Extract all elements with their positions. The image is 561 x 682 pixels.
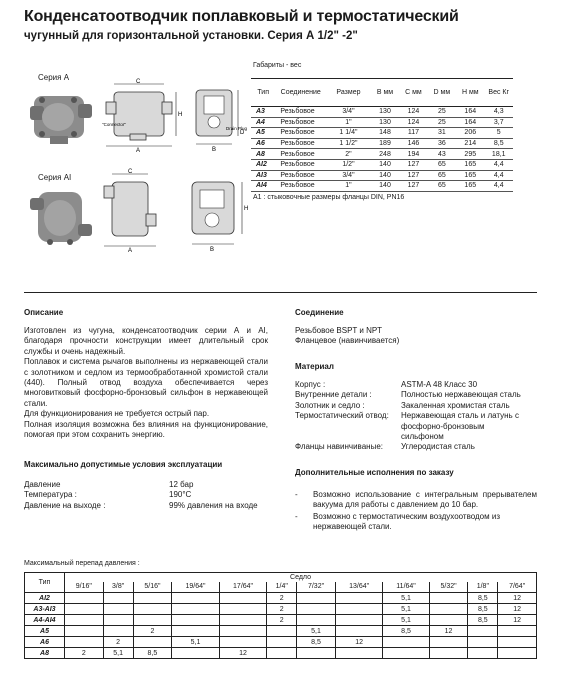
dims-cell: 3/4" xyxy=(326,107,371,118)
pressure-value-cell: 8,5 xyxy=(468,604,498,615)
dims-cell: 165 xyxy=(456,159,484,170)
pressure-value-cell xyxy=(219,626,267,637)
dim-letter-a-ai: A xyxy=(128,248,133,252)
material-key: Золотник и седло : xyxy=(295,400,365,410)
connection-line2: Фланцевое (навинчивается) xyxy=(295,336,400,346)
dims-cell: 5 xyxy=(484,128,513,139)
pressure-value-cell xyxy=(172,648,220,659)
dims-cell: 3,7 xyxy=(484,117,513,128)
series-ai-label: Серия АI xyxy=(38,173,72,182)
dims-cell: 65 xyxy=(428,170,456,181)
series-ai-side-drawing xyxy=(178,168,252,252)
dims-cell: 127 xyxy=(399,181,427,192)
dim-letter-c-ai: C xyxy=(128,169,133,175)
dims-header: Тип xyxy=(251,79,275,107)
operating-key: Давление на выходе : xyxy=(24,500,106,510)
seat-size-header: 1/8" xyxy=(468,582,498,593)
description-p3: Для функционирования не требуется острый пар. xyxy=(24,409,210,419)
seat-size-header: 7/64" xyxy=(498,582,537,593)
dims-header: B мм xyxy=(371,79,399,107)
pressure-value-cell: 2 xyxy=(133,626,172,637)
dims-cell: Резьбовое xyxy=(275,107,326,118)
pressure-value-cell: 12 xyxy=(498,604,537,615)
connector-label: "Connector" xyxy=(102,122,126,127)
pressure-value-cell: 8,5 xyxy=(297,637,336,648)
dims-cell: Резьбовое xyxy=(275,117,326,128)
dims-type-cell: A4 xyxy=(251,117,275,128)
material-value: Полностью нержавеющая сталь xyxy=(401,390,521,400)
dims-type-cell: A8 xyxy=(251,149,275,160)
dims-row xyxy=(251,138,513,149)
pressure-value-cell: 12 xyxy=(335,637,383,648)
dims-cell: 194 xyxy=(399,149,427,160)
series-a-front-drawing xyxy=(100,78,184,152)
pressure-value-cell xyxy=(468,648,498,659)
pressure-caption: Максимальный перепад давления : xyxy=(24,560,140,567)
dim-letter-h: H xyxy=(178,112,183,118)
pressure-value-cell xyxy=(335,615,383,626)
pressure-value-cell: 12 xyxy=(219,648,267,659)
connection-text xyxy=(295,326,399,347)
pressure-value-cell: 12 xyxy=(498,615,537,626)
material-value: Углеродистая сталь xyxy=(401,442,475,452)
pressure-value-cell: 5,1 xyxy=(383,615,429,626)
description-p4: Полная изоляция возможна без влияния на функционирование, помогая при этом сохранить энергию. xyxy=(24,419,268,440)
pressure-value-cell xyxy=(429,604,468,615)
pressure-value-cell xyxy=(133,593,172,604)
dims-cell: 65 xyxy=(428,159,456,170)
series-ai-photo xyxy=(26,184,98,254)
seat-size-header: 7/32" xyxy=(297,582,336,593)
operating-value: 12 бар xyxy=(169,480,194,489)
operating-conditions xyxy=(24,480,274,511)
pressure-value-cell xyxy=(172,626,220,637)
dims-caption: Габариты - вес xyxy=(253,62,302,69)
pressure-row xyxy=(25,637,537,648)
dims-type-cell: A6 xyxy=(251,138,275,149)
dim-letter-b-ai: B xyxy=(210,247,215,252)
dims-cell: 4,4 xyxy=(484,181,513,192)
pressure-type-header: Тип xyxy=(25,573,65,593)
page-subtitle: чугунный для горизонтальной установки. Серия А 1/2" -2" xyxy=(24,30,358,42)
dims-cell: 130 xyxy=(371,117,399,128)
pressure-row xyxy=(25,593,537,604)
pressure-value-cell xyxy=(498,626,537,637)
dims-cell: Резьбовое xyxy=(275,159,326,170)
pressure-value-cell xyxy=(429,637,468,648)
pressure-value-cell xyxy=(133,615,172,626)
series-a-photo xyxy=(26,84,98,150)
bullet: - xyxy=(295,490,298,499)
dims-header: Вес Кг xyxy=(484,79,513,107)
material-value: Закаленная хромистая сталь xyxy=(401,400,510,410)
pressure-value-cell xyxy=(267,637,297,648)
operating-key: Давление xyxy=(24,480,61,489)
pressure-value-cell: 12 xyxy=(429,626,468,637)
pressure-value-cell xyxy=(133,604,172,615)
pressure-value-cell xyxy=(219,637,267,648)
section-divider xyxy=(24,292,537,293)
pressure-value-cell xyxy=(297,615,336,626)
dims-cell: 165 xyxy=(456,170,484,181)
seat-size-header: 11/64" xyxy=(383,582,429,593)
pressure-value-cell: 8,5 xyxy=(133,648,172,659)
pressure-value-cell xyxy=(103,615,133,626)
pressure-value-cell: 8,5 xyxy=(468,593,498,604)
pressure-value-cell xyxy=(267,626,297,637)
pressure-value-cell xyxy=(65,626,104,637)
dims-cell: 43 xyxy=(428,149,456,160)
pressure-value-cell: 2 xyxy=(103,637,133,648)
pressure-value-cell xyxy=(335,604,383,615)
dims-cell: 127 xyxy=(399,159,427,170)
dims-cell: 148 xyxy=(371,128,399,139)
dims-cell: 4,4 xyxy=(484,170,513,181)
dims-note: A1 : стыковочные размеры фланцы DIN, PN16 xyxy=(253,194,405,201)
seat-size-header: 19/64" xyxy=(172,582,220,593)
pressure-value-cell: 8,5 xyxy=(468,615,498,626)
operating-value: 190°C xyxy=(169,490,192,500)
pressure-value-cell xyxy=(429,615,468,626)
pressure-value-cell: 2 xyxy=(267,604,297,615)
pressure-value-cell xyxy=(219,615,267,626)
pressure-value-cell xyxy=(429,593,468,604)
pressure-value-cell: 2 xyxy=(65,648,104,659)
dims-type-cell: AI2 xyxy=(251,159,275,170)
pressure-value-cell: 5,1 xyxy=(297,626,336,637)
dims-header: Размер xyxy=(326,79,371,107)
pressure-value-cell xyxy=(335,593,383,604)
dims-cell: 1 1/4" xyxy=(326,128,371,139)
description-p1: Изготовлен из чугуна, конденсатоотводчик серии А и АI, благодаря прочности конструкции имеет длительный срок службы и очень надежный. xyxy=(24,326,268,356)
dims-cell: 1" xyxy=(326,117,371,128)
pressure-type-cell: A8 xyxy=(25,648,65,659)
dims-type-cell: AI3 xyxy=(251,170,275,181)
operating-heading: Максимально допустимые условия эксплуатации xyxy=(24,460,223,469)
pressure-value-cell xyxy=(335,648,383,659)
dims-cell: 130 xyxy=(371,107,399,118)
pressure-value-cell xyxy=(65,637,104,648)
pressure-seat-header: Седло xyxy=(65,573,537,582)
material-list xyxy=(295,380,537,453)
pressure-value-cell xyxy=(297,604,336,615)
dims-cell: 140 xyxy=(371,170,399,181)
description-p2: Поплавок и система рычагов выполнены из нержавеющей стали с золотником и седлом из термообработанной хромистой стали (440). Полный отвод воздуха обеспечивается через многовитковый фосфорно-бронзовый сильфон в нержавеющей стали. xyxy=(24,357,268,408)
seat-size-header: 5/16" xyxy=(133,582,172,593)
options-list xyxy=(295,490,537,533)
pressure-value-cell xyxy=(498,648,537,659)
dims-header: D мм xyxy=(428,79,456,107)
seat-size-header: 13/64" xyxy=(335,582,383,593)
pressure-value-cell xyxy=(297,593,336,604)
bullet: - xyxy=(295,511,298,521)
dim-letter-b: B xyxy=(212,147,217,152)
dims-cell: 124 xyxy=(399,117,427,128)
dims-cell: 1 1/2" xyxy=(326,138,371,149)
pressure-value-cell xyxy=(172,604,220,615)
dims-row xyxy=(251,149,513,160)
dim-letter-h-ai: H xyxy=(244,206,249,212)
pressure-value-cell: 5,1 xyxy=(383,604,429,615)
dims-cell: 1/2" xyxy=(326,159,371,170)
dims-cell: 248 xyxy=(371,149,399,160)
dims-cell: 31 xyxy=(428,128,456,139)
material-key: Фланцы навинчиваные: xyxy=(295,442,383,452)
dims-cell: 124 xyxy=(399,107,427,118)
dims-cell: 165 xyxy=(456,181,484,192)
seat-size-header: 17/64" xyxy=(219,582,267,593)
pressure-row xyxy=(25,615,537,626)
dims-cell: Резьбовое xyxy=(275,149,326,160)
dims-header: C мм xyxy=(399,79,427,107)
dims-row xyxy=(251,170,513,181)
pressure-value-cell: 2 xyxy=(267,593,297,604)
pressure-value-cell xyxy=(498,637,537,648)
series-ai-front-drawing xyxy=(100,168,162,252)
pressure-value-cell xyxy=(172,615,220,626)
dims-cell: 8,5 xyxy=(484,138,513,149)
pressure-value-cell xyxy=(103,626,133,637)
dims-cell: 65 xyxy=(428,181,456,192)
description-text xyxy=(24,326,268,440)
pressure-value-cell xyxy=(133,637,172,648)
dims-cell: 146 xyxy=(399,138,427,149)
dim-letter-d: D xyxy=(240,130,245,136)
dims-cell: 1" xyxy=(326,181,371,192)
pressure-value-cell xyxy=(468,637,498,648)
pressure-type-cell: A6 xyxy=(25,637,65,648)
seat-size-header: 9/16" xyxy=(65,582,104,593)
dims-row xyxy=(251,117,513,128)
material-key: Корпус : xyxy=(295,380,326,389)
pressure-type-cell: A4-AI4 xyxy=(25,615,65,626)
material-heading: Материал xyxy=(295,362,334,371)
dims-row xyxy=(251,159,513,170)
dims-cell: 295 xyxy=(456,149,484,160)
dims-cell: 36 xyxy=(428,138,456,149)
dims-cell: 4,4 xyxy=(484,159,513,170)
dims-type-cell: A5 xyxy=(251,128,275,139)
pressure-value-cell xyxy=(219,593,267,604)
dims-type-cell: A3 xyxy=(251,107,275,118)
pressure-value-cell xyxy=(103,593,133,604)
connection-line1: Резьбовое BSPT и NPT xyxy=(295,326,383,335)
dims-type-cell: AI4 xyxy=(251,181,275,192)
pressure-value-cell: 2 xyxy=(267,615,297,626)
pressure-value-cell xyxy=(267,648,297,659)
option-item: Возможно с термостатическим воздухоотводом из нержавеющей стали. xyxy=(313,511,500,532)
description-heading: Описание xyxy=(24,308,64,317)
pressure-value-cell: 5,1 xyxy=(383,593,429,604)
dims-cell: 214 xyxy=(456,138,484,149)
pressure-row xyxy=(25,648,537,659)
dims-cell: 2" xyxy=(326,149,371,160)
pressure-value-cell xyxy=(103,604,133,615)
pressure-row xyxy=(25,626,537,637)
material-key: Внутренние детали : xyxy=(295,390,372,400)
dims-cell: 140 xyxy=(371,181,399,192)
pressure-value-cell xyxy=(65,615,104,626)
dims-row xyxy=(251,181,513,192)
dims-cell: 206 xyxy=(456,128,484,139)
pressure-value-cell: 5,1 xyxy=(172,637,220,648)
series-a-side-drawing xyxy=(186,78,248,152)
pressure-value-cell xyxy=(219,604,267,615)
pressure-value-cell xyxy=(468,626,498,637)
options-heading: Дополнительные исполнения по заказу xyxy=(295,468,454,477)
pressure-value-cell xyxy=(172,593,220,604)
seat-size-header: 5/32" xyxy=(429,582,468,593)
series-a-label: Серия А xyxy=(38,73,70,82)
dims-cell: Резьбовое xyxy=(275,128,326,139)
pressure-value-cell xyxy=(65,604,104,615)
seat-size-header: 1/4" xyxy=(267,582,297,593)
dims-cell: Резьбовое xyxy=(275,170,326,181)
dims-cell: 25 xyxy=(428,107,456,118)
operating-key: Температура : xyxy=(24,490,77,500)
page-title: Конденсатоотводчик поплавковый и термостатический xyxy=(24,8,459,25)
dims-cell: 140 xyxy=(371,159,399,170)
drain-label: Drain Plug xyxy=(226,126,248,131)
pressure-value-cell: 8,5 xyxy=(383,626,429,637)
pressure-value-cell xyxy=(297,648,336,659)
dims-cell: 164 xyxy=(456,107,484,118)
pressure-value-cell xyxy=(383,648,429,659)
dims-cell: Резьбовое xyxy=(275,138,326,149)
pressure-type-cell: AI2 xyxy=(25,593,65,604)
dims-row xyxy=(251,128,513,139)
option-item: Возможно использование с интегральным прерывателем вакуума для работы с давлением до 10 бар. xyxy=(313,490,537,510)
dims-cell: 3/4" xyxy=(326,170,371,181)
dims-cell: 117 xyxy=(399,128,427,139)
pressure-value-cell xyxy=(429,648,468,659)
dims-cell: 25 xyxy=(428,117,456,128)
dims-row xyxy=(251,107,513,118)
material-value: ASTM-A 48 Класс 30 xyxy=(401,380,478,389)
dims-header: H мм xyxy=(456,79,484,107)
material-value: Нержавеющая сталь и латунь с фосфорно-бронзовым сильфоном xyxy=(401,411,519,442)
pressure-type-cell: A3-AI3 xyxy=(25,604,65,615)
seat-size-header: 3/8" xyxy=(103,582,133,593)
dims-cell: 189 xyxy=(371,138,399,149)
dims-cell: 164 xyxy=(456,117,484,128)
pressure-row xyxy=(25,604,537,615)
operating-value: 99% давления на входе xyxy=(169,500,258,510)
dim-letter-c: C xyxy=(136,79,141,85)
pressure-value-cell xyxy=(335,626,383,637)
dims-cell: 4,3 xyxy=(484,107,513,118)
pressure-value-cell: 12 xyxy=(498,593,537,604)
dims-cell: 18,1 xyxy=(484,149,513,160)
connection-heading: Соединение xyxy=(295,308,344,317)
material-key: Термостатический отвод: xyxy=(295,411,389,421)
dims-header: Соединение xyxy=(275,79,326,107)
pressure-value-cell: 5,1 xyxy=(103,648,133,659)
pressure-table xyxy=(24,572,537,659)
dim-letter-a: A xyxy=(136,148,141,152)
pressure-value-cell xyxy=(383,637,429,648)
pressure-type-cell: A5 xyxy=(25,626,65,637)
dims-cell: Резьбовое xyxy=(275,181,326,192)
dimensions-table xyxy=(251,78,513,192)
dims-cell: 127 xyxy=(399,170,427,181)
pressure-value-cell xyxy=(65,593,104,604)
